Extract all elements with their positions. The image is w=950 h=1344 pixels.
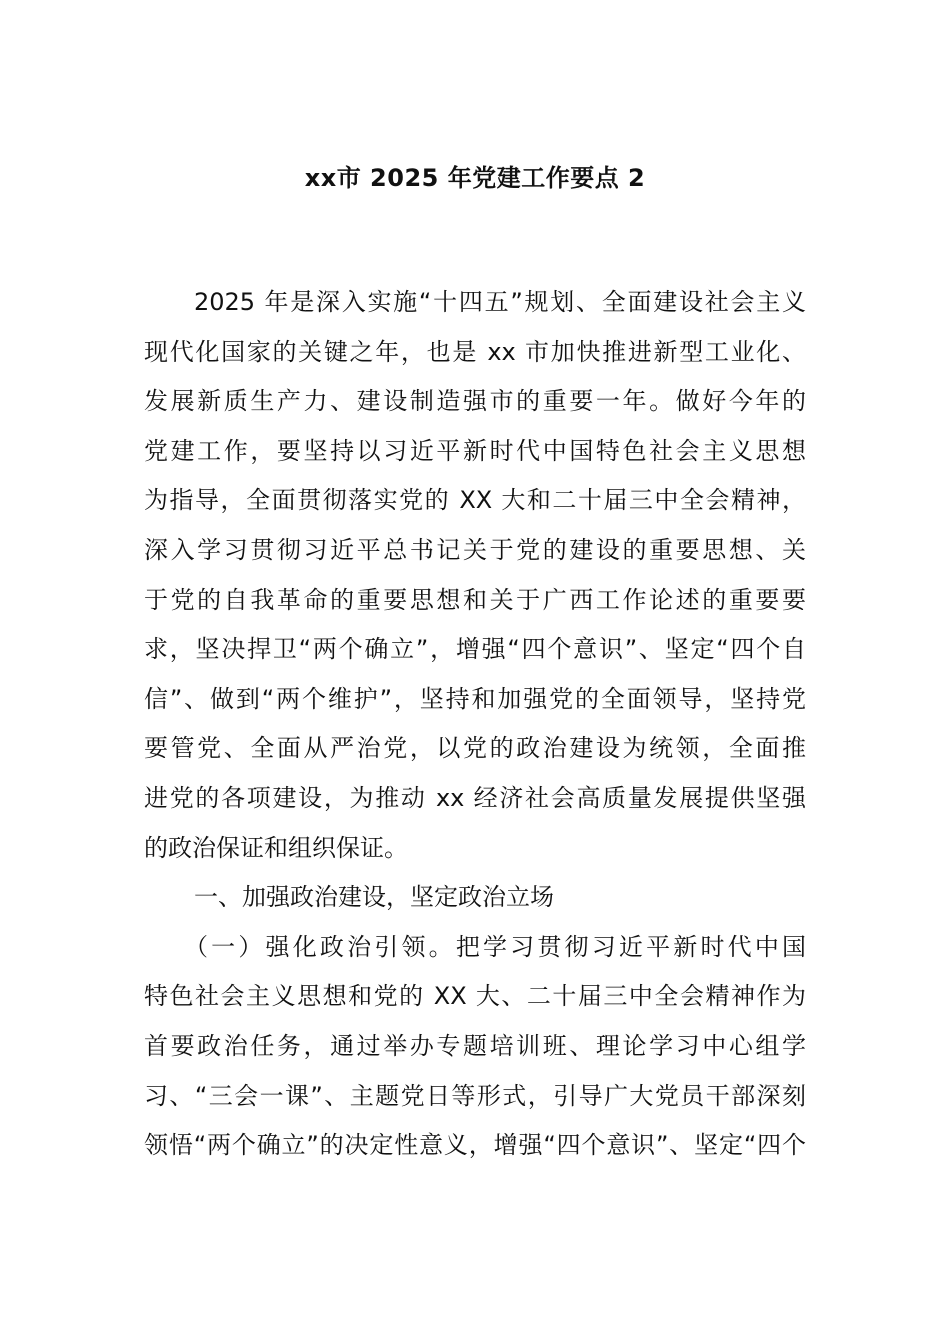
section-heading: 一、加强政治建设，坚定政治立场 — [194, 883, 554, 912]
subsection-line: （一）强化政治引领。把学习贯彻习近平新时代中国 — [184, 932, 806, 961]
document-body — [144, 278, 806, 1171]
paragraph-line: 现代化国家的关键之年，也是 xx 市加快推进新型工业化、 — [144, 337, 806, 366]
paragraph-line: 深入学习贯彻习近平总书记关于党的建设的重要思想、关 — [144, 535, 806, 564]
document-title: xx市 2025 年党建工作要点 2 — [304, 164, 646, 192]
paragraph-line: 2025 年是深入实施“十四五”规划、全面建设社会主义 — [194, 288, 806, 316]
paragraph-line: 的政治保证和组织保证。 — [144, 833, 408, 862]
paragraph-line: 求，坚决捍卫“两个确立”，增强“四个意识”、坚定“四个自 — [144, 635, 806, 664]
paragraph-line: 特色社会主义思想和党的 XX 大、二十届三中全会精神作为 — [144, 982, 806, 1011]
paragraph-line: 习、“三会一课”、主题党日等形式，引导广大党员干部深刻 — [144, 1081, 806, 1110]
paragraph-line: 信”、做到“两个维护”，坚持和加强党的全面领导，坚持党 — [144, 684, 806, 713]
paragraph-line: 首要政治任务，通过举办专题培训班、理论学习中心组学 — [144, 1031, 806, 1060]
paragraph-line: 进党的各项建设，为推动 xx 经济社会高质量发展提供坚强 — [144, 783, 806, 812]
paragraph-line: 于党的自我革命的重要思想和关于广西工作论述的重要要 — [144, 585, 806, 614]
paragraph-line: 党建工作，要坚持以习近平新时代中国特色社会主义思想 — [144, 436, 806, 465]
paragraph-line: 领悟“两个确立”的决定性意义，增强“四个意识”、坚定“四个 — [144, 1131, 806, 1160]
paragraph-line: 发展新质生产力、建设制造强市的重要一年。做好今年的 — [144, 387, 806, 416]
paragraph-line: 要管党、全面从严治党，以党的政治建设为统领，全面推 — [144, 734, 806, 763]
paragraph-line: 为指导，全面贯彻落实党的 XX 大和二十届三中全会精神， — [144, 486, 806, 515]
